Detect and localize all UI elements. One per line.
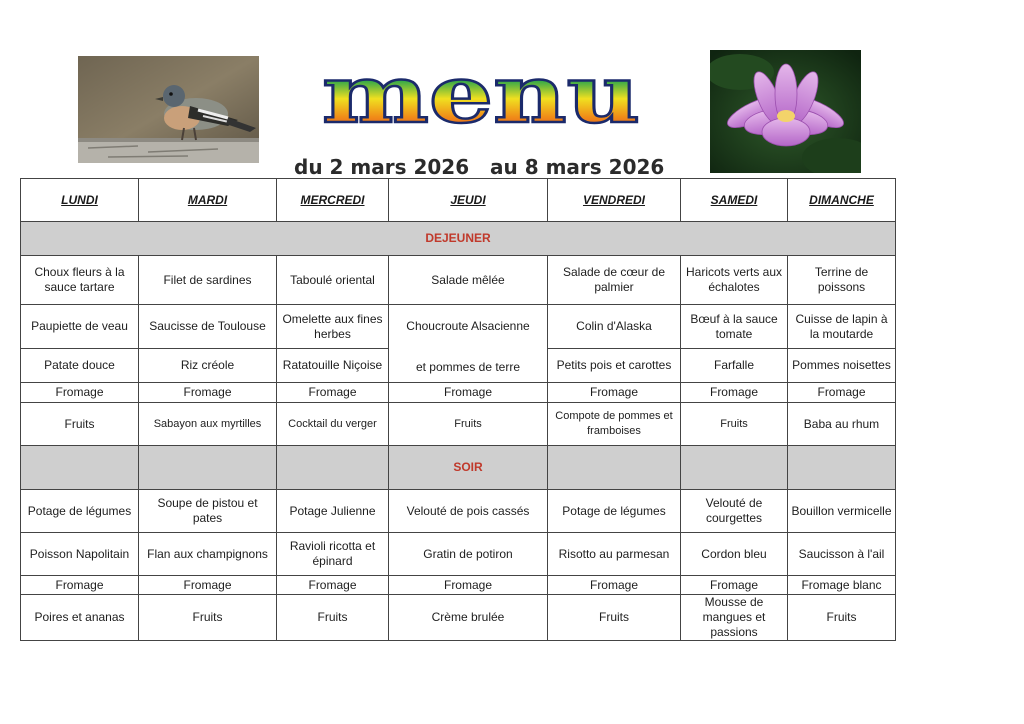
menu-cell: Cuisse de lapin à la moutarde [788,305,896,349]
menu-logo [318,62,644,132]
menu-cell: Baba au rhum [788,403,896,446]
menu-cell: Fromage [21,576,139,595]
menu-cell: Mousse de mangues et passions [681,595,788,641]
dinner-section-band [21,446,896,490]
menu-cell: Salade de cœur de palmier [548,256,681,305]
menu-cell: Ravioli ricotta et épinard [277,533,389,576]
lotus-photo [710,50,861,173]
menu-cell-line: et pommes de terre [415,359,521,374]
menu-cell: Filet de sardines [139,256,277,305]
menu-cell: Sabayon aux myrtilles [139,403,277,446]
menu-cell: Fromage [277,576,389,595]
menu-cell: Choux fleurs à la sauce tartare [21,256,139,305]
bird-photo [78,56,259,163]
day-header: DIMANCHE [788,179,896,222]
menu-cell: Flan aux champignons [139,533,277,576]
menu-cell: Gratin de potiron [389,533,548,576]
menu-cell: Fruits [788,595,896,641]
menu-cell: Riz créole [139,349,277,383]
menu-cell: Terrine de poissons [788,256,896,305]
band-cell [139,446,277,490]
menu-cell: Cocktail du verger [277,403,389,446]
menu-cell: Fromage [277,383,389,403]
menu-cell: Crème brulée [389,595,548,641]
menu-cell: Haricots verts aux échalotes [681,256,788,305]
menu-cell: Fruits [139,595,277,641]
band-cell [788,446,896,490]
menu-cell: Taboulé oriental [277,256,389,305]
menu-cell: Fromage [139,383,277,403]
menu-cell: Risotto au parmesan [548,533,681,576]
menu-cell: Fruits [277,595,389,641]
menu-cell: Fromage [548,383,681,403]
menu-cell: Omelette aux fines herbes [277,305,389,349]
menu-cell: Ratatouille Niçoise [277,349,389,383]
menu-cell: Petits pois et carottes [548,349,681,383]
band-cell [548,446,681,490]
menu-cell: Fromage [788,383,896,403]
menu-cell: Fromage [389,383,548,403]
menu-cell: Soupe de pistou et pates [139,490,277,533]
table-row [21,305,896,349]
band-cell [681,446,788,490]
menu-cell: Pommes noisettes [788,349,896,383]
table-row [21,256,896,305]
menu-cell: Fromage [389,576,548,595]
menu-cell: Fromage [681,383,788,403]
table-row [21,533,896,576]
day-header: MARDI [139,179,277,222]
menu-cell: Potage Julienne [277,490,389,533]
weekly-menu-table [20,178,896,641]
menu-cell: Compote de pommes et framboises [548,403,681,446]
day-header: MERCREDI [277,179,389,222]
menu-cell: Fruits [681,403,788,446]
day-header: JEUDI [389,179,548,222]
menu-cell: Colin d'Alaska [548,305,681,349]
menu-cell: Potage de légumes [548,490,681,533]
lunch-section-band [21,222,896,256]
menu-cell: Poires et ananas [21,595,139,641]
menu-cell: Poisson Napolitain [21,533,139,576]
dinner-section-label: SOIR [389,446,548,490]
menu-cell: Fromage [681,576,788,595]
table-row [21,490,896,533]
menu-cell: Farfalle [681,349,788,383]
menu-cell: Saucisson à l'ail [788,533,896,576]
table-row [21,383,896,403]
menu-cell: Salade mêlée [389,256,548,305]
day-header: SAMEDI [681,179,788,222]
menu-cell: Fromage [21,383,139,403]
day-header: VENDREDI [548,179,681,222]
menu-cell-line: Choucroute Alsacienne [406,318,530,333]
menu-cell: Cordon bleu [681,533,788,576]
menu-cell: Bouillon vermicelle [788,490,896,533]
table-row [21,576,896,595]
day-header-row [21,179,896,222]
band-cell [21,446,139,490]
menu-logo-text: menu [322,62,640,132]
date-range: du 2 mars 2026 au 8 mars 2026 [294,155,665,179]
menu-cell: Fruits [389,403,548,446]
menu-cell: Fromage blanc [788,576,896,595]
menu-cell: Patate douce [21,349,139,383]
menu-cell: Fruits [21,403,139,446]
menu-cell: Velouté de courgettes [681,490,788,533]
menu-cell-merged [389,305,548,383]
menu-cell: Saucisse de Toulouse [139,305,277,349]
menu-cell: Potage de légumes [21,490,139,533]
menu-cell: Fromage [139,576,277,595]
menu-cell: Velouté de pois cassés [389,490,548,533]
menu-cell: Fromage [548,576,681,595]
lunch-section-label: DEJEUNER [21,222,896,256]
band-cell [277,446,389,490]
menu-cell: Fruits [548,595,681,641]
table-row [21,595,896,641]
day-header: LUNDI [21,179,139,222]
menu-cell: Bœuf à la sauce tomate [681,305,788,349]
table-row [21,403,896,446]
menu-cell: Paupiette de veau [21,305,139,349]
